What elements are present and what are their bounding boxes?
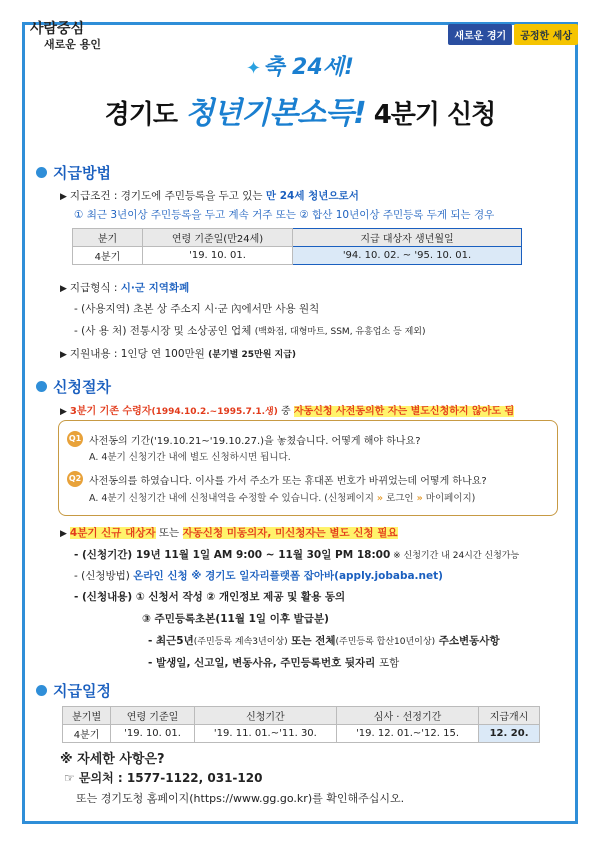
section-heading-schedule: 지급일정 xyxy=(36,680,111,701)
apply-period: - (신청기간) 19년 11월 1일 AM 9:00 ~ 11월 30일 PM 18:00 ※ 신청기간 내 24시간 신청가능 xyxy=(74,549,520,561)
triangle-icon: ▶ xyxy=(60,192,67,202)
contact-line: ☞ 문의처 : 1577-1122, 031-120 xyxy=(64,771,263,785)
triangle-icon: ▶ xyxy=(60,350,67,360)
usage-area: - (사용지역) 초본 상 주소지 시·군 內에서만 사용 원칙 xyxy=(74,303,320,315)
faq-answer: A. 4분기 신청기간 내에 신청내역을 수정할 수 있습니다. (신청페이지 » 로그인 » 마이페이지) xyxy=(89,493,476,504)
existing-recipient-note: ▶ 3분기 기존 수령자(1994.10.2.~1995.7.1.생) 중 자동신청 사전동의한 자는 별도신청하지 않아도 됨 xyxy=(60,406,515,417)
page-title: 경기도 청년기본소득! 4분기 신청 xyxy=(104,96,496,131)
triangle-icon: ▶ xyxy=(60,529,67,539)
apply-content: - (신청내용) ① 신청서 작성 ② 개인정보 제공 및 활용 동의 xyxy=(74,591,346,603)
q1-badge: Q1 xyxy=(67,431,83,447)
form-line: ▶ 지급형식 : 시·군 지역화폐 xyxy=(60,282,190,294)
bullet-icon xyxy=(36,685,47,696)
double-arrow-icon: » xyxy=(376,493,384,504)
amount-line: ▶ 지원내용 : 1인당 연 100만원 (분기별 25만원 지급) xyxy=(60,348,297,360)
faq-answer: A. 4분기 신청기간 내에 별도 신청하시면 됩니다. xyxy=(89,452,291,463)
faq-box xyxy=(58,420,558,516)
apply-method: - (신청방법) 온라인 신청 ※ 경기도 일자리플랫폼 잡아바(apply.jobaba.net) xyxy=(74,570,443,582)
party-popper-icon: ✦ xyxy=(246,58,262,79)
bullet-icon xyxy=(36,381,47,392)
new-applicant-note: ▶ 4분기 신규 대상자 또는 자동신청 미동의자, 미신청자는 별도 신청 필요 xyxy=(60,527,398,539)
section-heading-procedure: 신청절차 xyxy=(36,376,111,397)
address-history: - 최근5년(주민등록 계속3년이상) 또는 전체(주민등록 합산10년이상) 주소변동사항 xyxy=(148,635,500,647)
gyeonggi-slogan: 새로운 경기 공정한 세상 xyxy=(448,24,578,45)
yongin-logo: 사람중심 새로운 용인 xyxy=(30,21,101,51)
schedule-table: 분기별 연령 기준일 신청기간 심사 · 선정기간 지급개시 4분기 '19. 10. 01. '19. 11. 01.~'11. 30. '19. 12. 01.~'12. 15. 12. 20. xyxy=(62,706,540,743)
website-line: 또는 경기도청 홈페이지(https://www.gg.go.kr)를 확인해주십시오. xyxy=(76,792,405,805)
triangle-icon: ▶ xyxy=(60,407,67,417)
apply-content-3: ③ 주민등록초본(11월 1일 이후 발급분) xyxy=(142,613,329,625)
condition-line: ▶ 지급조건 : 경기도에 주민등록을 두고 있는 만 24세 청년으로서 xyxy=(60,190,359,202)
q2-badge: Q2 xyxy=(67,471,83,487)
condition-detail: ① 최근 3년이상 주민등록을 두고 계속 거주 또는 ② 합산 10년이상 주민등록 두게 되는 경우 xyxy=(74,209,495,221)
faq-question: 사전동의 기간('19.10.21~'19.10.27.)을 놓쳤습니다. 어떻게 해야 하나요? xyxy=(89,436,421,447)
more-info-heading: ※ 자세한 사항은? xyxy=(60,752,165,767)
triangle-icon: ▶ xyxy=(60,284,67,294)
usage-place: - (사 용 처) 전통시장 및 소상공인 업체 (백화점, 대형마트, SSM, 유흥업소 등 제외) xyxy=(74,325,426,337)
section-heading-payment: 지급방법 xyxy=(36,162,111,183)
target-table: 분기 연령 기준일(만24세) 지급 대상자 생년월일 4분기 '19. 10. 01. '94. 10. 02. ~ '95. 10. 01. xyxy=(72,228,522,265)
bullet-icon xyxy=(36,167,47,178)
celebrate-heading: ✦축 24세! xyxy=(246,55,354,80)
faq-question: 사전동의를 하였습니다. 이사를 가서 주소가 또는 휴대폰 번호가 바뀌었는데 어떻게 하나요? xyxy=(89,476,487,487)
issue-detail: - 발생일, 신고일, 변동사유, 주민등록번호 뒷자리 포함 xyxy=(148,657,400,669)
double-arrow-icon: » xyxy=(416,493,423,504)
